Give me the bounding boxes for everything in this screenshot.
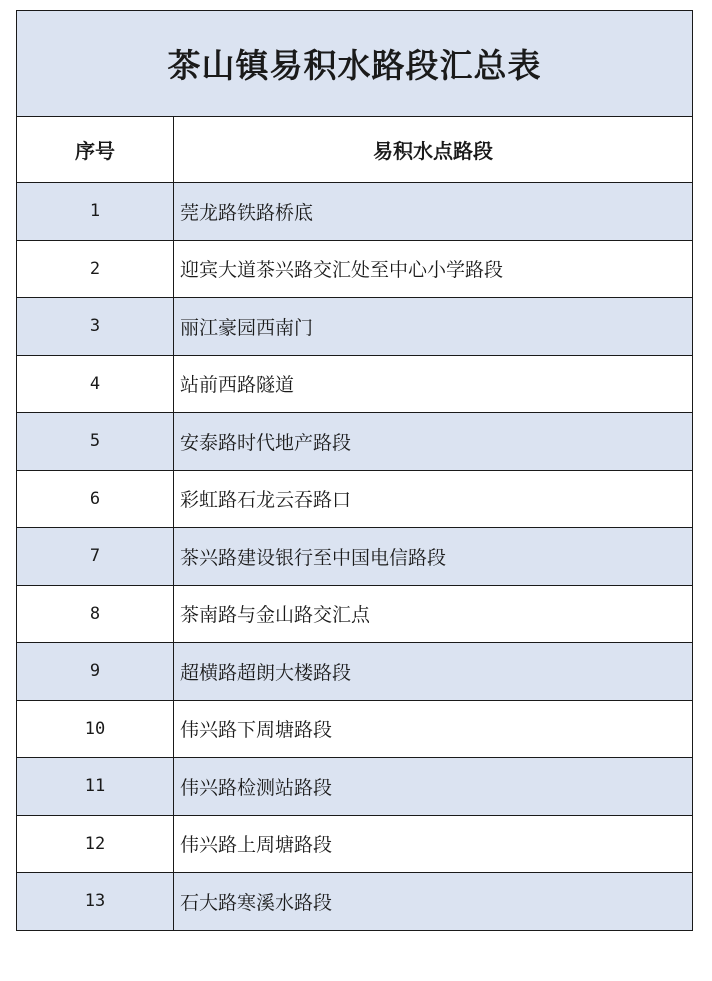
row-number: 1 <box>17 183 174 241</box>
road-segment: 迎宾大道茶兴路交汇处至中心小学路段 <box>174 240 693 298</box>
road-segment: 茶兴路建设银行至中国电信路段 <box>174 528 693 586</box>
row-number: 2 <box>17 240 174 298</box>
table-title: 茶山镇易积水路段汇总表 <box>17 11 693 117</box>
table-row <box>17 528 693 586</box>
table-row <box>17 700 693 758</box>
road-segment: 茶南路与金山路交汇点 <box>174 585 693 643</box>
table-row <box>17 355 693 413</box>
table-row <box>17 183 693 241</box>
waterlogging-summary-table <box>16 10 693 931</box>
row-number: 4 <box>17 355 174 413</box>
table-row <box>17 298 693 356</box>
row-number: 11 <box>17 758 174 816</box>
road-segment: 彩虹路石龙云吞路口 <box>174 470 693 528</box>
header-row <box>17 117 693 183</box>
row-number: 8 <box>17 585 174 643</box>
table-row <box>17 815 693 873</box>
row-number: 7 <box>17 528 174 586</box>
row-number: 13 <box>17 873 174 931</box>
road-segment: 伟兴路下周塘路段 <box>174 700 693 758</box>
table-row <box>17 585 693 643</box>
title-row <box>17 11 693 117</box>
road-segment: 莞龙路铁路桥底 <box>174 183 693 241</box>
road-segment: 超横路超朗大楼路段 <box>174 643 693 701</box>
road-segment: 丽江豪园西南门 <box>174 298 693 356</box>
table-body <box>17 183 693 931</box>
table-row <box>17 643 693 701</box>
row-number: 10 <box>17 700 174 758</box>
table-row <box>17 413 693 471</box>
row-number: 6 <box>17 470 174 528</box>
road-segment: 石大路寒溪水路段 <box>174 873 693 931</box>
row-number: 12 <box>17 815 174 873</box>
header-no: 序号 <box>17 117 174 183</box>
road-segment: 安泰路时代地产路段 <box>174 413 693 471</box>
road-segment: 站前西路隧道 <box>174 355 693 413</box>
table-row <box>17 470 693 528</box>
row-number: 3 <box>17 298 174 356</box>
table-row <box>17 240 693 298</box>
road-segment: 伟兴路上周塘路段 <box>174 815 693 873</box>
road-segment: 伟兴路检测站路段 <box>174 758 693 816</box>
table-row <box>17 758 693 816</box>
summary-table-container <box>16 10 692 931</box>
table-row <box>17 873 693 931</box>
row-number: 9 <box>17 643 174 701</box>
header-road: 易积水点路段 <box>174 117 693 183</box>
row-number: 5 <box>17 413 174 471</box>
